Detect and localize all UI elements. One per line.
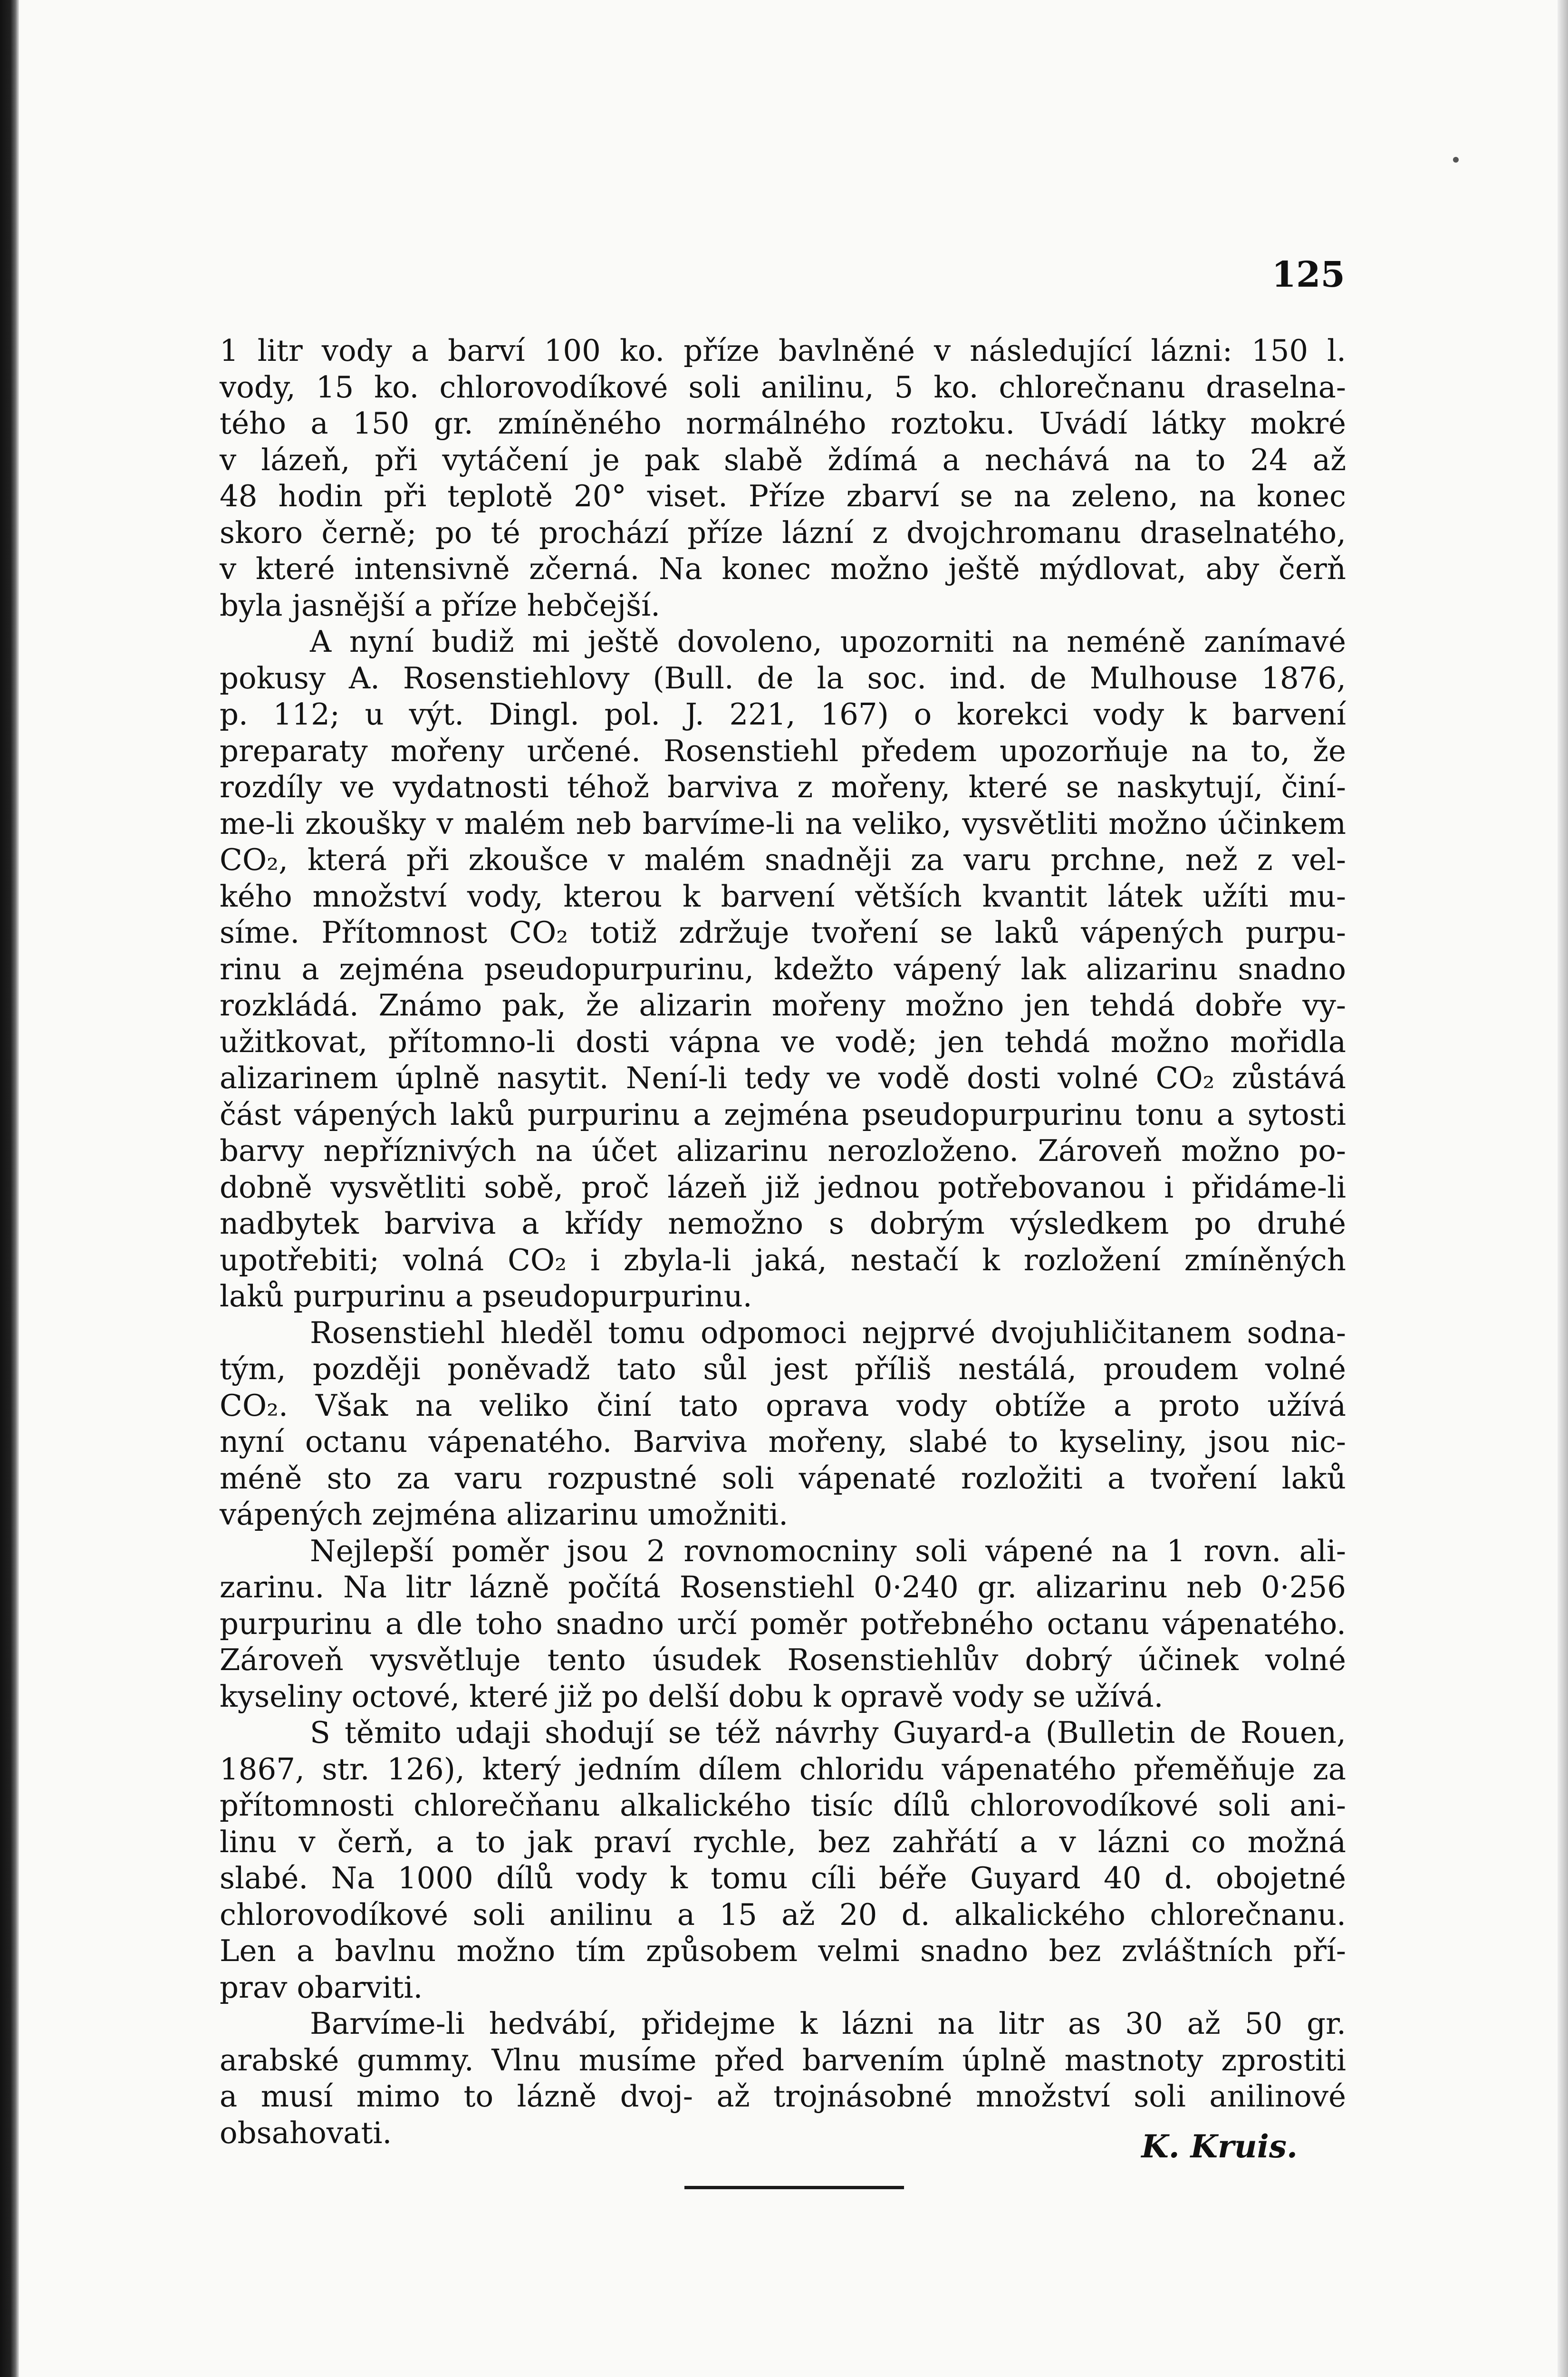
text-line: přítomnosti chlorečňanu alkalického tisíc dílů chlorovodíkové soli ani- — [220, 1788, 1346, 1823]
text-line: dobně vysvětliti sobě, proč lázeň již jednou potřebovanou i přidáme-li — [220, 1169, 1346, 1205]
text-line: CO₂. Však na veliko činí tato oprava vody obtíže a proto užívá — [220, 1388, 1346, 1423]
text-line: vody, 15 ko. chlorovodíkové soli anilinu, 5 ko. chlorečnanu draselna- — [220, 369, 1346, 405]
text-line: rozdíly ve vydatnosti téhož barviva z mořeny, které se naskytují, činí- — [220, 770, 1346, 804]
text-line: upotřebiti; volná CO₂ i zbyla-li jaká, nestačí k rozložení zmíněných — [220, 1242, 1346, 1277]
text-line: p. 112; u výt. Dingl. pol. J. 221, 167) o korekci vody k barvení — [220, 697, 1346, 732]
page-number: 125 — [1271, 254, 1345, 295]
body-text — [220, 333, 1346, 2151]
text-line: nyní octanu vápenatého. Barviva mořeny, slabé to kyseliny, jsou nic- — [220, 1424, 1346, 1459]
text-line: me-li zkoušky v malém neb barvíme-li na veliko, vysvětliti možno účinkem — [220, 806, 1346, 841]
text-line: část vápených laků purpurinu a zejména pseudopurpurinu tonu a sytosti — [220, 1097, 1346, 1132]
text-line: rinu a zejména pseudopurpurinu, kdežto vápený lak alizarinu snadno — [220, 951, 1346, 986]
text-line: pokusy A. Rosenstiehlovy (Bull. de la soc. ind. de Mulhouse 1876, — [220, 660, 1346, 696]
text-line: 48 hodin při teplotě 20° viset. Příze zbarví se na zeleno, na konec — [220, 479, 1346, 513]
text-line: zarinu. Na litr lázně počítá Rosenstiehl 0·240 gr. alizarinu neb 0·256 — [220, 1570, 1346, 1604]
text-line: 1 litr vody a barví 100 ko. příze bavlněné v následující lázni: 150 l. — [220, 333, 1346, 368]
text-line: A nyní budiž mi ještě dovoleno, upozorniti na neméně zanímavé — [310, 624, 1346, 659]
text-line: linu v čerň, a to jak praví rychle, bez zahřátí a v lázni co možná — [220, 1824, 1346, 1859]
text-line: Zároveň vysvětluje tento úsudek Rosenstiehlův dobrý účinek volné — [220, 1643, 1346, 1677]
text-line: 1867, str. 126), který jedním dílem chloridu vápenatého přeměňuje za — [220, 1751, 1346, 1787]
text-line: síme. Přítomnost CO₂ totiž zdržuje tvoření se laků vápených purpu- — [220, 915, 1346, 950]
text-line: laků purpurinu a pseudopurpurinu. — [220, 1279, 752, 1314]
text-line: slabé. Na 1000 dílů vody k tomu cíli béře Guyard 40 d. obojetné — [220, 1861, 1346, 1895]
text-line: tým, později poněvadž tato sůl jest příliš nestálá, proudem volné — [220, 1352, 1346, 1386]
text-line: v které intensivně zčerná. Na konec možno ještě mýdlovat, aby čerň — [220, 551, 1346, 586]
text-line: a musí mimo to lázně dvoj- až trojnásobné množství soli anilinové — [220, 2079, 1346, 2114]
text-line: arabské gummy. Vlnu musíme před barvením úplně mastnoty zprostiti — [220, 2042, 1346, 2077]
text-line: byla jasnější a příze hebčejší. — [220, 588, 661, 623]
text-line: užitkovat, přítomno-li dosti vápna ve vodě; jen tehdá možno mořidla — [220, 1024, 1346, 1059]
text-line: méně sto za varu rozpustné soli vápenaté rozložiti a tvoření laků — [220, 1460, 1346, 1496]
text-line: Barvíme-li hedvábí, přidejme k lázni na litr as 30 až 50 gr. — [310, 2006, 1346, 2041]
text-line: CO₂, která při zkoušce v malém snadněji za varu prchne, než z vel- — [220, 842, 1346, 877]
page-edge — [1558, 0, 1568, 2377]
end-rule — [684, 2186, 904, 2189]
binding-shadow — [0, 0, 19, 2377]
text-line: prav obarviti. — [220, 1970, 423, 2005]
text-line: preparaty mořeny určené. Rosenstiehl předem upozorňuje na to, že — [220, 733, 1346, 768]
text-line: Len a bavlnu možno tím způsobem velmi snadno bez zvláštních pří- — [220, 1933, 1346, 1968]
author-signature: K. Kruis. — [1141, 2128, 1298, 2165]
text-line: purpurinu a dle toho snadno určí poměr potřebného octanu vápenatého. — [220, 1606, 1346, 1641]
text-line: alizarinem úplně nasytit. Není-li tedy ve vodě dosti volné CO₂ zůstává — [220, 1061, 1346, 1095]
text-line: barvy nepříznivých na účet alizarinu nerozloženo. Zároveň možno po- — [220, 1133, 1346, 1168]
text-line: tého a 150 gr. zmíněného normálného roztoku. Uvádí látky mokré — [220, 406, 1346, 441]
text-line: Nejlepší poměr jsou 2 rovnomocniny soli vápené na 1 rovn. ali- — [310, 1533, 1346, 1568]
text-line: rozkládá. Známo pak, že alizarin mořeny možno jen tehdá dobře vy- — [220, 988, 1346, 1023]
text-line: kyseliny octové, které již po delší dobu k opravě vody se užívá. — [220, 1679, 1164, 1714]
text-line: nadbytek barviva a křídy nemožno s dobrým výsledkem po druhé — [220, 1206, 1346, 1241]
text-line: chlorovodíkové soli anilinu a 15 až 20 d. alkalického chlorečnanu. — [220, 1897, 1346, 1932]
ink-speck — [1453, 157, 1459, 163]
text-line: Rosenstiehl hleděl tomu odpomoci nejprvé dvojuhličitanem sodna- — [310, 1315, 1346, 1350]
text-line: vápených zejména alizarinu umožniti. — [220, 1497, 789, 1532]
text-line: kého množství vody, kterou k barvení větších kvantit látek užíti mu- — [220, 879, 1346, 914]
text-line: v lázeň, při vytáčení je pak slabě ždímá a nechává na to 24 až — [220, 442, 1346, 477]
text-line: obsahovati. — [220, 2115, 392, 2150]
text-line: S těmito udaji shodují se též návrhy Guyard-a (Bulletin de Rouen, — [310, 1715, 1346, 1750]
text-line: skoro černě; po té prochází příze lázní z dvojchromanu draselnatého, — [220, 515, 1346, 550]
